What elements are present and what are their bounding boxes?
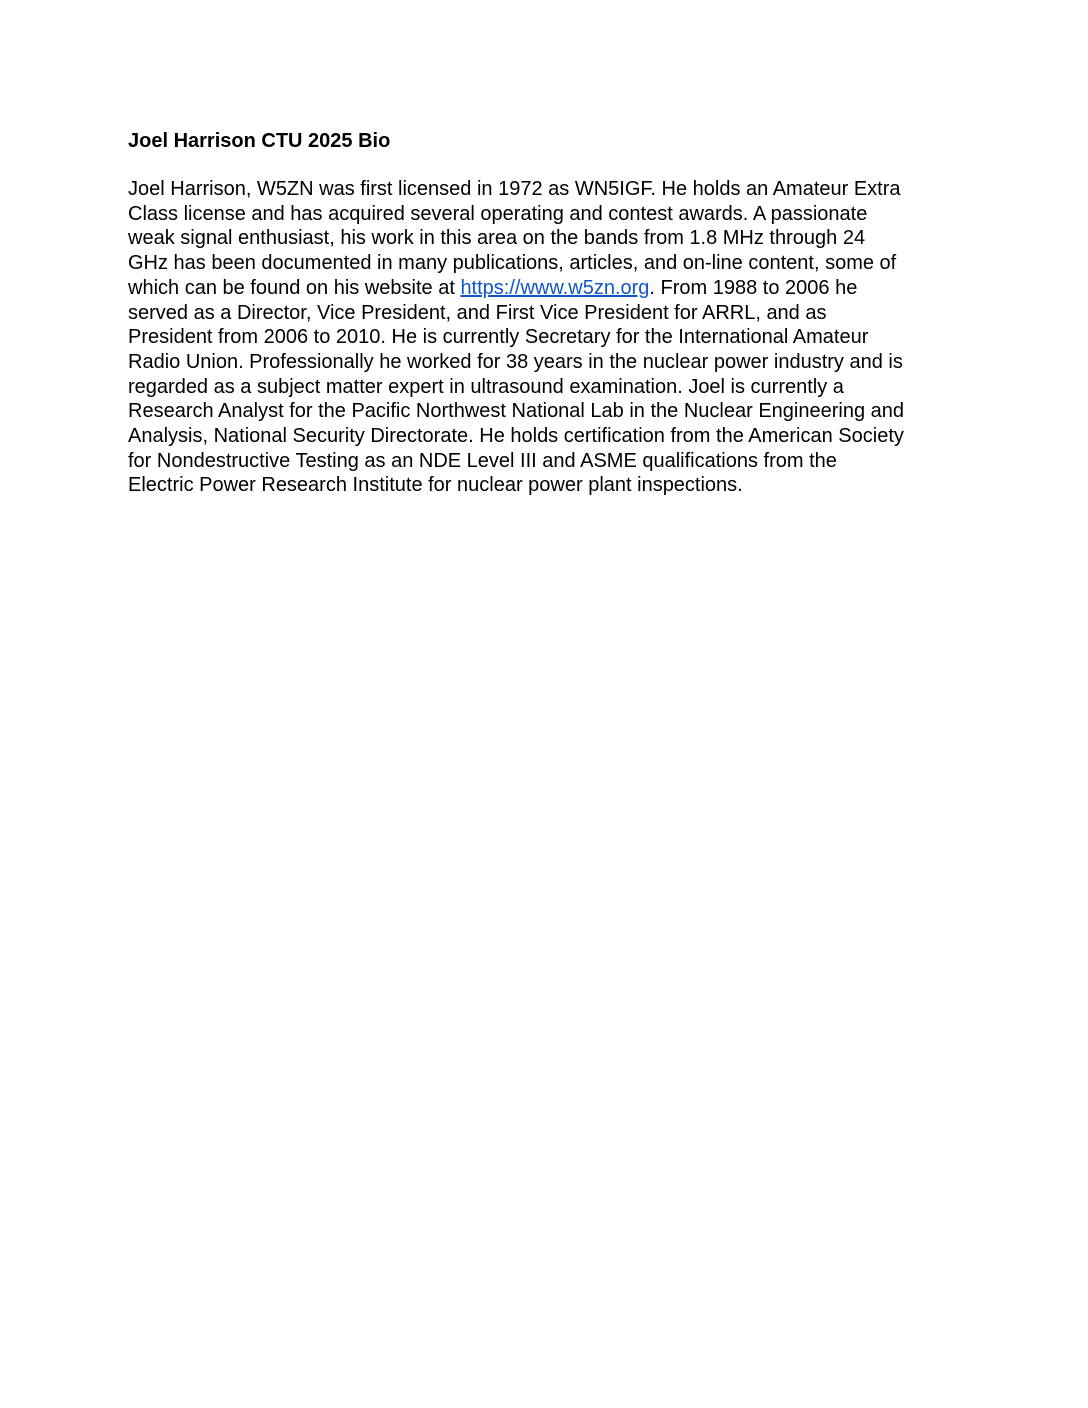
- bio-content: [128, 129, 964, 498]
- bio-line-with-link: [128, 276, 964, 301]
- page-title: Joel Harrison CTU 2025 Bio: [128, 130, 391, 152]
- link-prefix-text: which can be found on his website at: [128, 276, 461, 299]
- bio-line: Research Analyst for the Pacific Northwest National Lab in the Nuclear Engineering and: [128, 400, 904, 423]
- bio-line: Class license and has acquired several operating and contest awards. A passionate: [128, 202, 868, 225]
- bio-line: GHz has been documented in many publications, articles, and on-line content, some of: [128, 252, 897, 275]
- website-link[interactable]: https://www.w5zn.org: [460, 276, 650, 299]
- bio-line: Electric Power Research Institute for nuclear power plant inspections.: [128, 474, 743, 497]
- bio-line: President from 2006 to 2010. He is currently Secretary for the International Amateur: [128, 326, 869, 349]
- bio-line: weak signal enthusiast, his work in this area on the bands from 1.8 MHz through 24: [128, 227, 866, 250]
- bio-line: Analysis, National Security Directorate. He holds certification from the American Society: [128, 425, 904, 448]
- bio-line: Radio Union. Professionally he worked for 38 years in the nuclear power industry and is: [128, 350, 903, 373]
- bio-line: served as a Director, Vice President, and First Vice President for ARRL, and as: [128, 301, 827, 324]
- bio-line: regarded as a subject matter expert in ultrasound examination. Joel is currently a: [128, 375, 844, 398]
- bio-line: Joel Harrison, W5ZN was first licensed in 1972 as WN5IGF. He holds an Amateur Extra: [128, 178, 901, 200]
- bio-paragraph: [128, 177, 964, 498]
- link-suffix-text: . From 1988 to 2006 he: [649, 276, 858, 299]
- bio-line: for Nondestructive Testing as an NDE Level III and ASME qualifications from the: [128, 449, 837, 472]
